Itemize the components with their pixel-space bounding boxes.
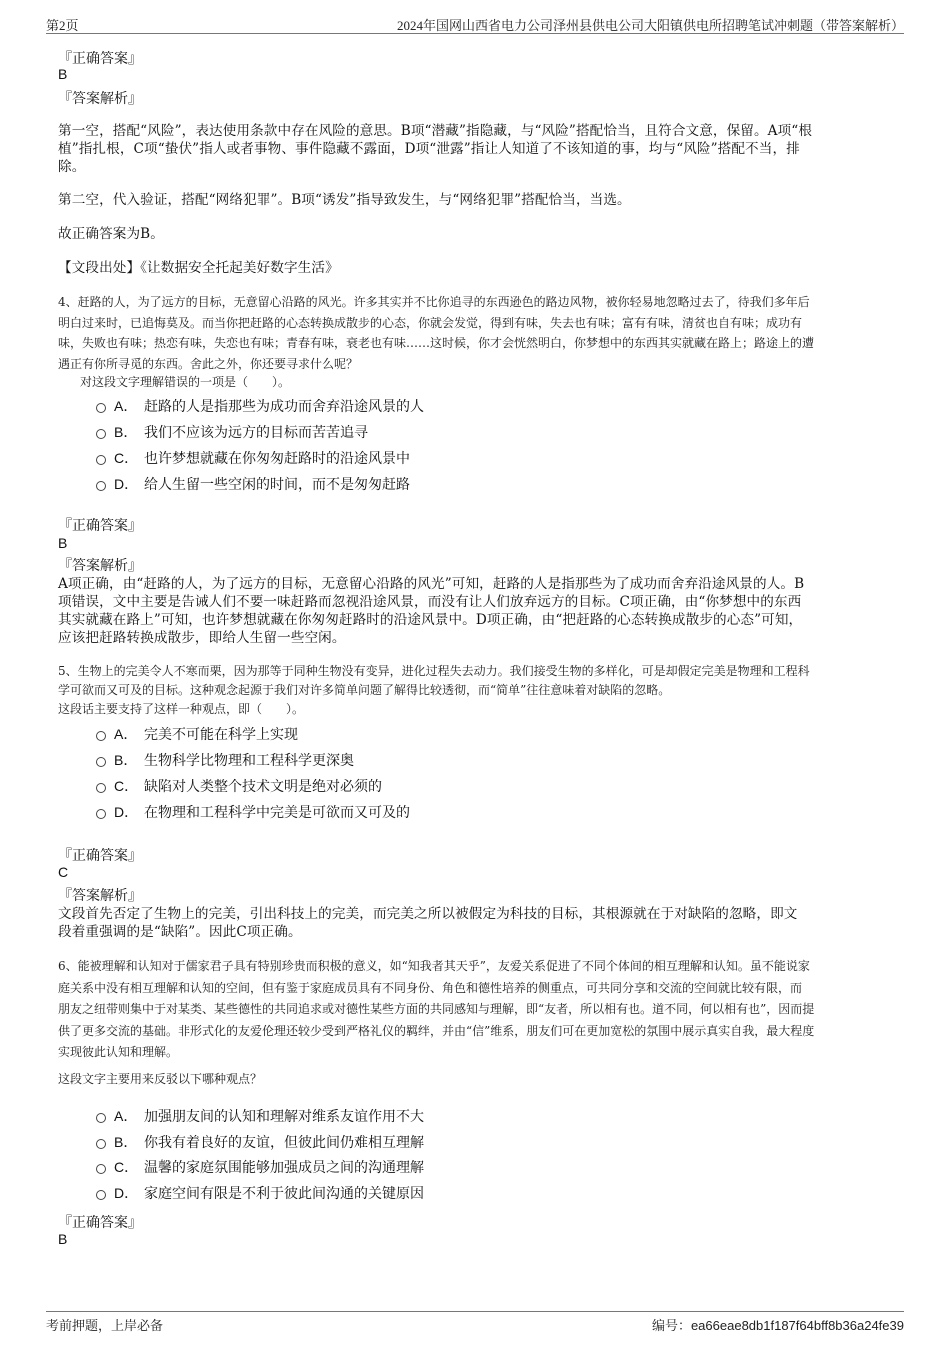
question-stem: 5、生物上的完美令人不寒而栗，因为那等于同种生物没有变异，进化过程失去动力。我们接受生物的多样化，可是却假定完美是物理和工程科 学可欲而又可及的目标。这种观念起源于我们对许多简单问题了解得比较透彻，而“简单”往往意味着对缺陷的忽略。 这段话主要支持了这样一种观点，即（ ）。 bbox=[58, 664, 810, 716]
radio-icon[interactable] bbox=[96, 1164, 106, 1174]
question-prompt: 这段文字主要用来反驳以下哪种观点？ bbox=[58, 1072, 263, 1086]
option-b[interactable]: B． 我们不应该为远方的目标而苦苦追寻 bbox=[96, 421, 368, 443]
correct-answer-value: C bbox=[58, 864, 69, 880]
analysis-text: 第一空，搭配“风险”，表达使用条款中存在风险的意思。B项“潜藏”指隐藏，与“风险”搭配恰当，且符合文意，保留。A项“根 植”指扎根，C项“蛰伏”指人或者事物、事件隐藏不露面，D项“泄露”指让人知道了不该知道的事，均与“风险”搭配不当，排 除。 bbox=[58, 123, 813, 175]
radio-icon[interactable] bbox=[96, 757, 106, 767]
correct-answer-label: 『正确答案』 bbox=[58, 848, 142, 864]
option-c[interactable]: C． 缺陷对人类整个技术文明是绝对必须的 bbox=[96, 775, 382, 797]
option-d[interactable]: D． 给人生留一些空闲的时间，而不是匆匆赶路 bbox=[96, 473, 410, 495]
analysis-label: 『答案解析』 bbox=[58, 91, 142, 107]
radio-icon[interactable] bbox=[96, 809, 106, 819]
analysis-label: 『答案解析』 bbox=[58, 558, 142, 574]
option-d[interactable]: D． 家庭空间有限是不利于彼此间沟通的关键原因 bbox=[96, 1182, 424, 1204]
radio-icon[interactable] bbox=[96, 403, 106, 413]
option-d[interactable]: D． 在物理和工程科学中完美是可欲而又可及的 bbox=[96, 801, 410, 823]
option-c[interactable]: C． 温馨的家庭氛围能够加强成员之间的沟通理解 bbox=[96, 1156, 424, 1178]
analysis-text: 第二空，代入验证，搭配“网络犯罪”。B项“诱发”指导致发生，与“网络犯罪”搭配恰当，当选。 bbox=[58, 192, 631, 208]
header-rule bbox=[46, 33, 904, 34]
correct-answer-label: 『正确答案』 bbox=[58, 51, 142, 67]
option-a[interactable]: A． 完美不可能在科学上实现 bbox=[96, 723, 298, 745]
question-stem: 4、赶路的人，为了远方的目标，无意留心沿路的风光。许多其实并不比你追寻的东西逊色的路边风物，被你轻易地忽略过去了，待我们多年后 明白过来时，已追悔莫及。而当你把赶路的心态转换成散步的心态，你就会发觉，得到有味，失去也有味；富有有味，清贫也自有味；成功有 味，失败也有味；热恋有味，失恋也有味；青春有味，衰老也有味……这时候，你才会恍然明白，你梦想中的东西其实就藏在路上；路途上的遭 遇正有你所寻觅的东西。舍此之外，你还要寻求什么呢？ bbox=[58, 295, 815, 371]
analysis-text: 文段首先否定了生物上的完美，引出科技上的完美，而完美之所以被假定为科技的目标，其根源就在于对缺陷的忽略，即文 段着重强调的是“缺陷”。因此C项正确。 bbox=[58, 906, 798, 940]
document-title: 2024年国网山西省电力公司泽州县供电公司大阳镇供电所招聘笔试冲刺题（带答案解析） bbox=[396, 18, 904, 33]
document-id: 编号：ea66eae8db1f187f64bff8b36a24fe39 bbox=[651, 1318, 904, 1333]
radio-icon[interactable] bbox=[96, 1139, 106, 1149]
correct-answer-value: B bbox=[58, 535, 68, 551]
analysis-label: 『答案解析』 bbox=[58, 888, 142, 904]
radio-icon[interactable] bbox=[96, 455, 106, 465]
analysis-text: 故正确答案为B。 bbox=[58, 226, 164, 242]
option-a[interactable]: A． 加强朋友间的认知和理解对维系友谊作用不大 bbox=[96, 1105, 424, 1127]
option-b[interactable]: B． 你我有着良好的友谊，但彼此间仍难相互理解 bbox=[96, 1131, 424, 1153]
question-stem: 6、能被理解和认知对于儒家君子具有特别珍贵而积极的意义，如“知我者其天乎”，友爱关系促进了不同个体间的相互理解和认知。虽不能说家 庭关系中没有相互理解和认知的空间，但有鉴于家庭成员具有不同身份、角色和德性培养的侧重点，可共同分享和交流的空间就比较有限，而 朋友之纽带则集中于对某类、某些德性的共同追求或对德性某些方面的共同感知与理解，即“友者，所以相有也。道不同，何以相有也”，因而提 供了更多交流的基础。非形式化的友爱伦理还较少受到严格礼仪的羁绊，并由“信”维系，朋友们可在更加宽松的氛围中展示真实自我，最大程度 实现彼此认知和理解。 bbox=[58, 959, 815, 1059]
footer-slogan: 考前押题，上岸必备 bbox=[46, 1318, 164, 1333]
correct-answer-value: B bbox=[58, 1231, 68, 1247]
radio-icon[interactable] bbox=[96, 731, 106, 741]
correct-answer-label: 『正确答案』 bbox=[58, 518, 142, 534]
option-a[interactable]: A． 赶路的人是指那些为成功而舍弃沿途风景的人 bbox=[96, 395, 424, 417]
radio-icon[interactable] bbox=[96, 429, 106, 439]
question-prompt: 对这段文字理解错误的一项是（ ）。 bbox=[80, 375, 291, 389]
page-number: 第2页 bbox=[46, 18, 79, 33]
option-b[interactable]: B． 生物科学比物理和工程科学更深奥 bbox=[96, 749, 354, 771]
source-citation: 【文段出处】《让数据安全托起美好数字生活》 bbox=[58, 260, 339, 276]
radio-icon[interactable] bbox=[96, 1113, 106, 1123]
correct-answer-label: 『正确答案』 bbox=[58, 1215, 142, 1231]
option-c[interactable]: C． 也许梦想就藏在你匆匆赶路时的沿途风景中 bbox=[96, 447, 410, 469]
radio-icon[interactable] bbox=[96, 783, 106, 793]
analysis-text: A项正确，由“赶路的人，为了远方的目标，无意留心沿路的风光”可知，赶路的人是指那些为了成功而舍弃沿途风景的人。B 项错误，文中主要是告诫人们不要一味赶路而忽视沿途风景，而没有让人们放弃远方的目标。C项正确，由“你梦想中的东西 其实就藏在路上”可知，也许梦想就藏在你匆匆赶路时的沿途风景中。D项正确，由“把赶路的心态转换成散步的心态”可知， 应该把赶路转换成散步，即给人生留一些空闲。 bbox=[58, 576, 805, 646]
radio-icon[interactable] bbox=[96, 481, 106, 491]
radio-icon[interactable] bbox=[96, 1190, 106, 1200]
footer-rule bbox=[46, 1311, 904, 1312]
correct-answer-value: B bbox=[58, 66, 68, 82]
